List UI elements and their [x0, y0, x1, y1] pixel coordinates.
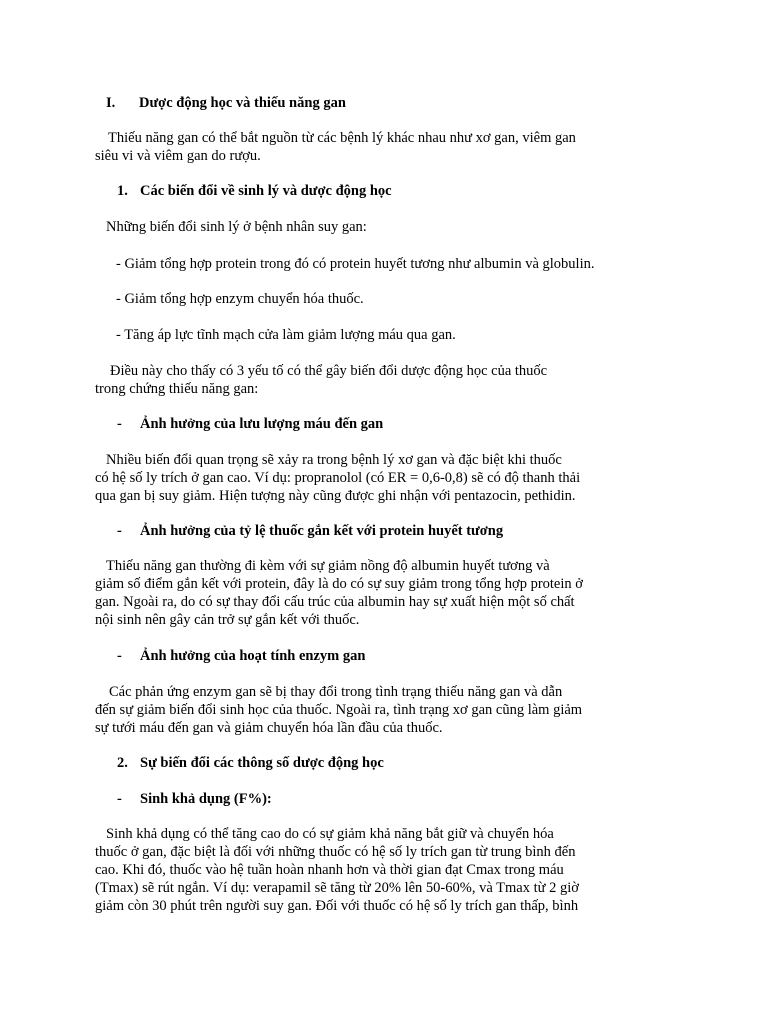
factor-2-body-line: gan. Ngoài ra, do có sự thay đổi cấu trúc của albumin hay sự xuất hiện một số chất	[95, 594, 575, 610]
factor-1-body-line: qua gan bị suy giảm. Hiện tượng này cũng được ghi nhận với pentazocin, pethidin.	[95, 488, 576, 504]
intro-line: siêu vi và viêm gan do rượu.	[95, 148, 261, 164]
param-1-body-line: thuốc ở gan, đặc biệt là đối với những thuốc có hệ số ly trích gan từ trung bình đến	[95, 844, 576, 860]
heading-1	[106, 94, 346, 112]
factor-2-heading	[117, 522, 503, 540]
factor-3-body-line: Các phản ứng enzym gan sẽ bị thay đổi trong tình trạng thiếu năng gan và dẫn	[109, 684, 563, 700]
param-1-title: Sinh khả dụng (F%):	[140, 791, 272, 807]
factor-1-heading	[117, 415, 383, 433]
section-2-number: 2.	[117, 755, 128, 771]
param-1-heading	[117, 790, 272, 808]
factor-1-title: Ảnh hưởng của lưu lượng máu đến gan	[140, 416, 384, 432]
factor-1-bullet: -	[117, 416, 122, 432]
list-item: - Tăng áp lực tĩnh mạch cửa làm giảm lượng máu qua gan.	[116, 327, 456, 343]
factor-3-body-line: sự tưới máu đến gan và giảm chuyển hóa lần đầu của thuốc.	[95, 720, 443, 736]
factor-3-heading	[117, 647, 365, 665]
section-1-title: Các biến đổi về sinh lý và dược động học	[140, 183, 392, 199]
factor-3-body-line: đến sự giảm biến đổi sinh học của thuốc. Ngoài ra, tình trạng xơ gan cũng làm giảm	[95, 702, 583, 718]
factor-3-title: Ảnh hưởng của hoạt tính enzym gan	[140, 648, 366, 664]
heading-1-number: I.	[106, 95, 116, 111]
list-item: - Giảm tổng hợp protein trong đó có protein huyết tương như albumin và globulin.	[116, 256, 595, 272]
heading-1-title: Dược động học và thiếu năng gan	[139, 95, 346, 111]
param-1-body-line: (Tmax) sẽ rút ngắn. Ví dụ: verapamil sẽ tăng từ 20% lên 50-60%, và Tmax từ 2 giờ	[95, 880, 579, 896]
factor-2-body-line: giảm số điểm gắn kết với protein, đây là do có sự suy giảm trong tổng hợp protein ở	[95, 576, 583, 592]
list-item: - Giảm tổng hợp enzym chuyển hóa thuốc.	[116, 291, 364, 307]
factors-intro-line: Điều này cho thấy có 3 yếu tố có thể gây biến đổi dược động học của thuốc	[110, 363, 548, 379]
factor-2-title: Ảnh hưởng của tỷ lệ thuốc gắn kết với protein huyết tương	[140, 523, 504, 539]
param-1-body-line: Sinh khả dụng có thể tăng cao do có sự giảm khả năng bắt giữ và chuyển hóa	[106, 826, 554, 842]
param-1-bullet: -	[117, 791, 122, 807]
section-2-title: Sự biến đổi các thông số dược động học	[140, 755, 384, 771]
section-1-number: 1.	[117, 183, 128, 199]
factor-2-bullet: -	[117, 523, 122, 539]
factors-intro-line: trong chứng thiếu năng gan:	[95, 381, 259, 397]
factor-3-bullet: -	[117, 648, 122, 664]
section-2-heading	[117, 754, 384, 772]
factor-2-body-line: nội sinh nên gây cản trở sự gắn kết với thuốc.	[95, 612, 360, 628]
section-1-heading	[117, 182, 392, 200]
param-1-body-line: giảm còn 30 phút trên người suy gan. Đối với thuốc có hệ số ly trích gan thấp, bình	[95, 898, 579, 914]
factor-1-body-line: Nhiều biến đổi quan trọng sẽ xảy ra trong bệnh lý xơ gan và đặc biệt khi thuốc	[106, 452, 562, 468]
param-1-body-line: cao. Khi đó, thuốc vào hệ tuần hoàn nhanh hơn và thời gian đạt Cmax trong máu	[95, 862, 564, 878]
factor-2-body-line: Thiếu năng gan thường đi kèm với sự giảm nồng độ albumin huyết tương và	[106, 558, 550, 574]
intro-line: Thiếu năng gan có thể bắt nguồn từ các bệnh lý khác nhau như xơ gan, viêm gan	[108, 130, 576, 146]
changes-intro: Những biến đổi sinh lý ở bệnh nhân suy gan:	[106, 219, 367, 235]
factor-1-body-line: có hệ số ly trích ở gan cao. Ví dụ: propranolol (có ER = 0,6-0,8) sẽ có độ thanh thải	[95, 470, 581, 486]
